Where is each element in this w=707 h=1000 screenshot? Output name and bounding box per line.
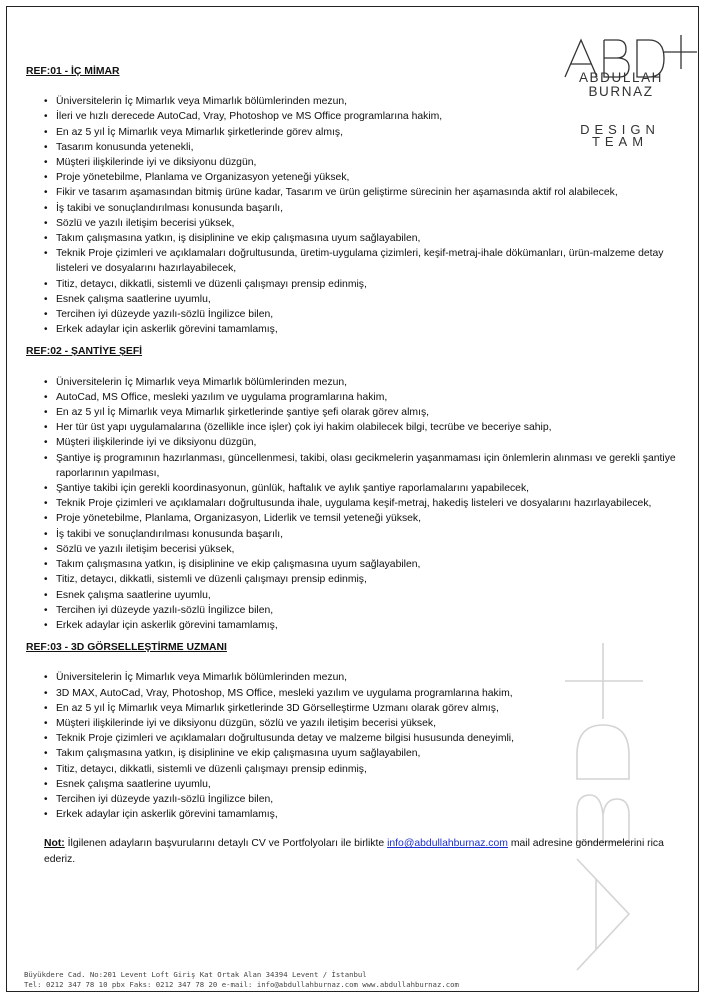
list-item: • Proje yönetebilme, Planlama, Organizasyon, Liderlik ve temsil yeteneği yüksek, [26,511,686,526]
list-item: • Teknik Proje çizimleri ve açıklamaları doğrultusunda ihale, uygulama keşif-metraj, hakediş listeleri ve dosyalarını hazırlayabilecek, [26,496,686,511]
note-label: Not: [44,838,65,850]
list-item: • Her tür üst yapı uygulamalarına (özellikle ince işler) çok iyi hakim olabilecek bilgi, tecrübe ve beceriye sahip, [26,420,686,435]
list-item: • Sözlü ve yazılı iletişim becerisi yüksek, [26,542,686,557]
logo-name-line1: ABDULLAH [578,70,664,85]
footer-contact: Tel: 0212 347 78 10 pbx Faks: 0212 347 78 20 e-mail: info@abdullahburnaz.com www.abdullahburnaz.com [24,980,459,989]
list-item: • Şantiye iş programının hazırlanması, güncellenmesi, takibi, olası gecikmelerin yaşanmaması için önlemlerin alınması ve gerekli şantiye raporlarının yapılması, [26,451,686,481]
page-frame [6,6,699,992]
requirements-list [26,94,686,337]
list-item: • AutoCad, MS Office, mesleki yazılım ve uygulama programlarına hakim, [26,390,686,405]
list-item: • Teknik Proje çizimleri ve açıklamaları doğrultusunda detay ve malzeme bilgisi hususunda deneyimli, [26,731,686,746]
list-item: • Takım çalışmasına yatkın, iş disiplinine ve ekip çalışmasına uyum sağlayabilen, [26,231,686,246]
list-item: • Erkek adaylar için askerlik görevini tamamlamış, [26,807,686,822]
list-item: • İleri ve hızlı derecede AutoCad, Vray, Photoshop ve MS Office programlarına hakim, [26,109,686,124]
section-ref-02 [26,344,686,633]
list-item: • İş takibi ve sonuçlandırılması konusunda başarılı, [26,201,686,216]
list-item: • En az 5 yıl İç Mimarlık veya Mimarlık şirketlerinde 3D Görselleştirme Uzmanı olarak görev almış, [26,701,686,716]
list-item: • Esnek çalışma saatlerine uyumlu, [26,777,686,792]
section-ref-03 [26,640,686,822]
list-item: • En az 5 yıl İç Mimarlık veya Mimarlık şirketlerinde görev almış, [26,125,686,140]
list-item: • Tercihen iyi düzeyde yazılı-sözlü İngilizce bilen, [26,307,686,322]
list-item: • 3D MAX, AutoCad, Vray, Photoshop, MS Office, mesleki yazılım ve uygulama programlarına hakim, [26,686,686,701]
list-item: • En az 5 yıl İç Mimarlık veya Mimarlık şirketlerinde şantiye şefi olarak görev almış, [26,405,686,420]
footer-address: Büyükdere Cad. No:201 Levent Loft Giriş Kat Ortak Alan 34394 Levent / İstanbul [24,970,367,979]
section-title: REF:02 - ŞANTİYE ŞEFİ [26,346,143,358]
logo-design-line1: DESIGN [580,122,660,137]
list-item: • İş takibi ve sonuçlandırılması konusunda başarılı, [26,527,686,542]
requirements-list [26,375,686,633]
section-title: REF:03 - 3D GÖRSELLEŞTİRME UZMANI [26,642,227,654]
section-title: REF:01 - İÇ MİMAR [26,66,120,77]
list-item: • Takım çalışmasına yatkın, iş disiplinine ve ekip çalışmasına uyum sağlayabilen, [26,746,686,761]
section-ref-01 [26,64,686,337]
email-link[interactable]: info@abdullahburnaz.com [387,838,508,850]
list-item: • Erkek adaylar için askerlik görevini tamamlamış, [26,322,686,337]
list-item: • Titiz, detaycı, dikkatli, sistemli ve düzenli çalışmayı prensip edinmiş, [26,572,686,587]
list-item: • Müşteri ilişkilerinde iyi ve diksiyonu düzgün, [26,155,686,170]
list-item: • Teknik Proje çizimleri ve açıklamaları doğrultusunda, üretim-uygulama çizimleri, keşif-metraj-ihale dökümanları, ürün-malzeme detay listeleri ve dosyalarını hazırlayabilecek, [26,246,686,276]
list-item: • Müşteri ilişkilerinde iyi ve diksiyonu düzgün, [26,435,686,450]
list-item: • Üniversitelerin İç Mimarlık veya Mimarlık bölümlerinden mezun, [26,670,686,685]
list-item: • Şantiye takibi için gerekli koordinasyonun, günlük, haftalık ve aylık şantiye raporlamalarını yapabilecek, [26,481,686,496]
list-item: • Erkek adaylar için askerlik görevini tamamlamış, [26,618,686,633]
list-item: • Müşteri ilişkilerinde iyi ve diksiyonu düzgün, sözlü ve yazılı iletişim becerisi yüksek, [26,716,686,731]
list-item: • Proje yönetebilme, Planlama ve Organizasyon yeteneği yüksek, [26,170,686,185]
list-item: • Üniversitelerin İç Mimarlık veya Mimarlık bölümlerinden mezun, [26,94,686,109]
list-item: • Takım çalışmasına yatkın, iş disiplinine ve ekip çalışmasına uyum sağlayabilen, [26,557,686,572]
requirements-list [26,670,686,822]
application-note [26,836,686,866]
list-item: • Tercihen iyi düzeyde yazılı-sözlü İngilizce bilen, [26,603,686,618]
note-text-after: mail adresine göndermelerini rica ederiz. [44,838,664,865]
list-item: • Fikir ve tasarım aşamasından bitmiş ürüne kadar, Tasarım ve ürün geliştirme sürecinin her aşamasında aktif rol alabilecek, [26,185,686,200]
logo-design-line2: TEAM [591,133,649,149]
list-item: • Esnek çalışma saatlerine uyumlu, [26,292,686,307]
list-item: • Sözlü ve yazılı iletişim becerisi yüksek, [26,216,686,231]
list-item: • Tercihen iyi düzeyde yazılı-sözlü İngilizce bilen, [26,792,686,807]
list-item: • Esnek çalışma saatlerine uyumlu, [26,588,686,603]
logo-name-line2: BURNAZ [588,83,654,99]
footer [24,970,459,990]
list-item: • Tasarım konusunda yetenekli, [26,140,686,155]
list-item: • Titiz, detaycı, dikkatli, sistemli ve düzenli çalışmayı prensip edinmiş, [26,762,686,777]
job-postings [26,64,686,867]
note-text-before: İlgilenen adayların başvurularını detaylı CV ve Portfolyoları ile birlikte [64,838,388,850]
list-item: • Üniversitelerin İç Mimarlık veya Mimarlık bölümlerinden mezun, [26,375,686,390]
list-item: • Titiz, detaycı, dikkatli, sistemli ve düzenli çalışmayı prensip edinmiş, [26,277,686,292]
